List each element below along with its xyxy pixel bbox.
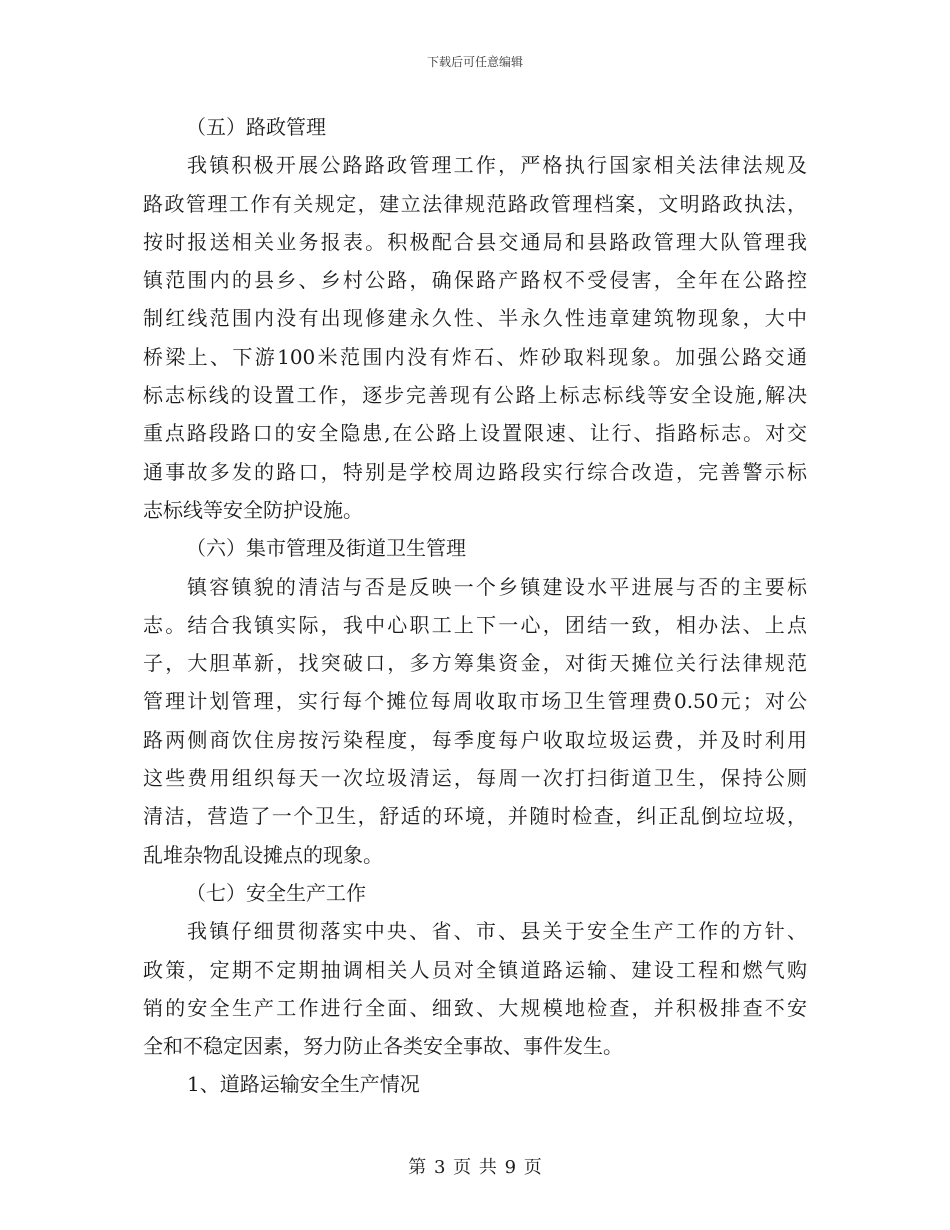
paragraph-line: 桥梁上、下游100米范围内没有炸石、炸砂取料现象。加强公路交通 <box>143 344 807 369</box>
paragraph-line: 按时报送相关业务报表。积极配合县交通局和县路政管理大队管理我 <box>143 229 807 254</box>
paragraph-line: 政策，定期不定期抽调相关人员对全镇道路运输、建设工程和燃气购 <box>143 957 807 982</box>
section-heading: （六）集市管理及街道卫生管理 <box>186 536 466 561</box>
section-heading: （五）路政管理 <box>186 115 326 139</box>
section-heading: （七）安全生产工作 <box>186 880 366 905</box>
paragraph-line: 镇范围内的县乡、乡村公路，确保路产路权不受侵害，全年在公路控 <box>143 268 807 293</box>
paragraph-line: 全和不稳定因素，努力防止各类安全事故、事件发生。 <box>143 1034 623 1059</box>
paragraph-line: 乱堆杂物乱设摊点的现象。 <box>143 842 383 867</box>
paragraph-line: 这些费用组织每天一次垃圾清运，每周一次打扫街道卫生，保持公厕 <box>143 766 807 791</box>
paragraph-line: 通事故多发的路口，特别是学校周边路段实行综合改造，完善警示标 <box>143 459 807 484</box>
subsection-heading: 1、道路运输安全生产情况 <box>187 1072 420 1097</box>
paragraph-line: 路两侧商饮住房按污染程度，每季度每户收取垃圾运费，并及时利用 <box>143 727 807 752</box>
page-header: 下载后可任意编辑 <box>426 55 523 69</box>
page-number: 第 3 页 共 9 页 <box>408 1157 542 1178</box>
paragraph-line: 路政管理工作有关规定，建立法律规范路政管理档案，文明路政执法， <box>143 191 807 216</box>
paragraph-line: 子，大胆革新，找突破口，多方筹集资金，对街天摊位关行法律规范 <box>143 651 807 676</box>
document-body <box>143 108 807 1104</box>
paragraph-line: 标志标线的设置工作，逐步完善现有公路上标志标线等安全设施,解决 <box>143 383 807 408</box>
paragraph-line: 我镇仔细贯彻落实中央、省、市、县关于安全生产工作的方针、 <box>187 919 807 944</box>
paragraph-line: 镇容镇貌的清洁与否是反映一个乡镇建设水平进展与否的主要标 <box>187 574 807 599</box>
paragraph-line: 志。结合我镇实际，我中心职工上下一心，团结一致，相办法、上点 <box>143 612 807 637</box>
paragraph-line: 管理计划管理，实行每个摊位每周收取市场卫生管理费0.50元；对公 <box>143 689 807 714</box>
paragraph-line: 制红线范围内没有出现修建永久性、半永久性违章建筑物现象，大中 <box>143 306 807 331</box>
paragraph-line: 我镇积极开展公路路政管理工作，严格执行国家相关法律法规及 <box>187 153 807 178</box>
paragraph-line: 志标线等安全防护设施。 <box>143 497 363 522</box>
paragraph-line: 重点路段路口的安全隐患,在公路上设置限速、让行、指路标志。对交 <box>143 421 807 446</box>
paragraph-line: 销的安全生产工作进行全面、细致、大规模地检查，并积极排查不安 <box>143 995 807 1020</box>
paragraph-line: 清洁，营造了一个卫生，舒适的环境，并随时检查，纠正乱倒垃垃圾， <box>143 804 807 829</box>
